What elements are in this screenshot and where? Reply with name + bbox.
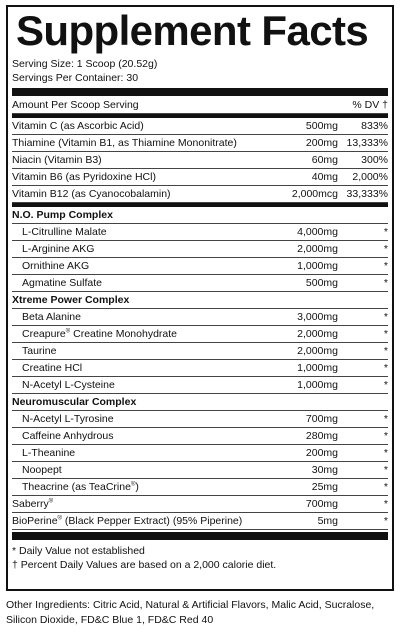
ingredient-daily-value: *: [383, 481, 388, 493]
ingredient-name: Niacin (Vitamin B3): [12, 154, 102, 166]
ingredient-name: BioPerine® (Black Pepper Extract) (95% Piperine): [12, 515, 243, 527]
ingredient-amount: 700mg: [305, 498, 338, 510]
ingredient-amount: 3,000mg: [297, 311, 338, 323]
ingredient-daily-value: 300%: [361, 154, 388, 166]
other-ingredients: Other Ingredients: Citric Acid, Natural & Artificial Flavors, Malic Acid, Sucralose, Silicon Dioxide, FD&C Blue 1, FD&C Red 40: [6, 599, 375, 626]
ingredient-row: [12, 445, 388, 462]
ingredient-daily-value: *: [383, 277, 388, 289]
vitamin-list: [12, 118, 388, 203]
ingredient-row: [12, 479, 388, 496]
ingredient-daily-value: *: [383, 243, 388, 255]
ingredient-row: [12, 411, 388, 428]
ingredient-daily-value: 33,333%: [346, 188, 388, 200]
ingredient-daily-value: *: [383, 430, 388, 442]
thick-divider: [12, 88, 388, 96]
ingredient-name: Ornithine AKG: [22, 260, 90, 272]
ingredient-name: Saberry®: [12, 498, 54, 510]
standalone-ingredients: [12, 496, 388, 530]
ingredient-amount: 2,000mg: [297, 345, 338, 357]
ingredient-row: [12, 118, 388, 135]
ingredient-daily-value: *: [383, 515, 388, 527]
ingredient-amount: 500mg: [305, 120, 338, 132]
ingredient-amount: 2,000mg: [297, 328, 338, 340]
ingredient-amount: 2,000mg: [297, 243, 338, 255]
ingredient-daily-value: *: [383, 362, 388, 374]
ingredient-amount: 5mg: [317, 515, 338, 527]
ingredient-row: [12, 241, 388, 258]
ingredient-name: N-Acetyl L-Cysteine: [22, 379, 115, 391]
ingredient-row: [12, 309, 388, 326]
ingredient-row: [12, 377, 388, 394]
ingredient-daily-value: 2,000%: [352, 171, 388, 183]
ingredient-daily-value: *: [383, 226, 388, 238]
ingredient-name: Creatine HCl: [22, 362, 83, 374]
ingredient-name: L-Citrulline Malate: [22, 226, 107, 238]
header-row: [12, 96, 388, 114]
ingredient-row: [12, 360, 388, 377]
footnote-dv-not-established: * Daily Value not established: [12, 545, 145, 557]
footnote-percent-dv: † Percent Daily Values are based on a 2,000 calorie diet.: [12, 559, 277, 571]
ingredient-name: Agmatine Sulfate: [22, 277, 102, 289]
ingredient-daily-value: *: [383, 379, 388, 391]
ingredient-amount: 700mg: [305, 413, 338, 425]
ingredient-amount: 40mg: [311, 171, 338, 183]
ingredient-amount: 1,000mg: [297, 379, 338, 391]
ingredient-row: [12, 326, 388, 343]
ingredient-daily-value: 833%: [361, 120, 388, 132]
ingredient-daily-value: *: [383, 464, 388, 476]
ingredient-daily-value: *: [383, 413, 388, 425]
ingredient-row: [12, 462, 388, 479]
section-title: Neuromuscular Complex: [12, 394, 388, 411]
ingredient-name: Creapure® Creatine Monohydrate: [22, 328, 178, 340]
ingredient-row: [12, 343, 388, 360]
ingredient-row: [12, 152, 388, 169]
ingredient-amount: 2,000mcg: [291, 188, 338, 200]
ingredient-name: Theacrine (as TeaCrine®): [22, 481, 139, 493]
ingredient-amount: 1,000mg: [297, 260, 338, 272]
ingredient-name: Taurine: [22, 345, 57, 357]
ingredient-amount: 25mg: [311, 481, 338, 493]
thick-divider: [12, 532, 388, 540]
ingredient-amount: 30mg: [311, 464, 338, 476]
ingredient-row: [12, 186, 388, 203]
ingredient-row: [12, 496, 388, 513]
ingredient-amount: 200mg: [305, 137, 338, 149]
ingredient-amount: 4,000mg: [297, 226, 338, 238]
ingredient-daily-value: *: [383, 328, 388, 340]
ingredient-daily-value: *: [383, 447, 388, 459]
complex-sections: [12, 207, 388, 496]
ingredient-name: Beta Alanine: [22, 311, 81, 323]
ingredient-name: Thiamine (Vitamin B1, as Thiamine Mononitrate): [12, 137, 237, 149]
ingredient-amount: 200mg: [305, 447, 338, 459]
ingredient-name: N-Acetyl L-Tyrosine: [22, 413, 114, 425]
ingredient-row: [12, 224, 388, 241]
ingredient-daily-value: 13,333%: [346, 137, 388, 149]
ingredient-name: Vitamin C (as Ascorbic Acid): [12, 120, 144, 132]
supplement-facts-panel: [6, 5, 394, 591]
ingredient-row: [12, 169, 388, 186]
ingredient-name: Noopept: [22, 464, 62, 476]
ingredient-row: [12, 258, 388, 275]
amount-per-serving-label: Amount Per Scoop Serving: [12, 98, 139, 111]
ingredient-daily-value: *: [383, 311, 388, 323]
ingredient-daily-value: *: [383, 260, 388, 272]
ingredient-name: Vitamin B6 (as Pyridoxine HCl): [12, 171, 156, 183]
ingredient-name: L-Arginine AKG: [22, 243, 95, 255]
ingredient-amount: 1,000mg: [297, 362, 338, 374]
ingredient-row: [12, 428, 388, 445]
section-title: N.O. Pump Complex: [12, 207, 388, 224]
ingredient-name: L-Theanine: [22, 447, 76, 459]
ingredient-name: Vitamin B12 (as Cyanocobalamin): [12, 188, 171, 200]
ingredient-amount: 500mg: [305, 277, 338, 289]
ingredient-row: [12, 513, 388, 530]
ingredient-amount: 280mg: [305, 430, 338, 442]
ingredient-amount: 60mg: [311, 154, 338, 166]
servings-per-container: Servings Per Container: 30: [12, 72, 139, 84]
ingredient-name: Caffeine Anhydrous: [22, 430, 114, 442]
ingredient-row: [12, 135, 388, 152]
daily-value-label: % DV †: [352, 98, 388, 111]
serving-size: Serving Size: 1 Scoop (20.52g): [12, 58, 158, 70]
ingredient-daily-value: *: [383, 345, 388, 357]
ingredient-row: [12, 275, 388, 292]
section-title: Xtreme Power Complex: [12, 292, 388, 309]
ingredient-daily-value: *: [383, 498, 388, 510]
panel-title: Supplement Facts: [16, 7, 369, 54]
